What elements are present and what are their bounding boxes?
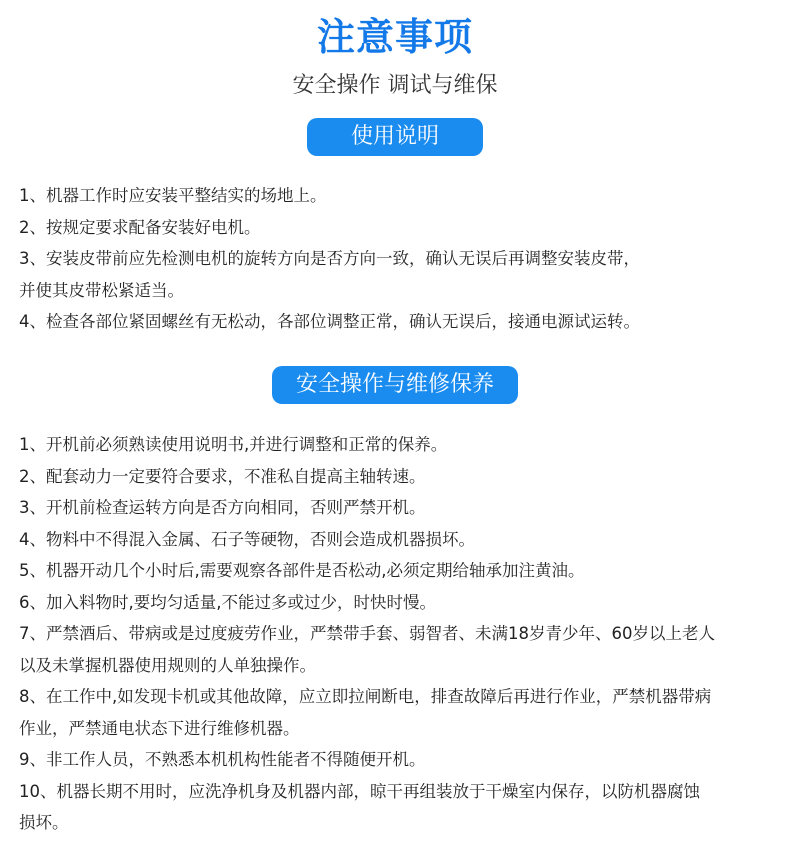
section-heading-usage-instructions: 使用说明 xyxy=(307,118,483,156)
list-item: 4、检查各部位紧固螺丝有无松动，各部位调整正常，确认无误后，接通电源试运转。 xyxy=(19,312,640,331)
list-item: 2、按规定要求配备安装好电机。 xyxy=(19,217,261,237)
list-item: 7、严禁酒后、带病或是过度疲劳作业，严禁带手套、弱智者、未满18岁青少年、60岁以上老人 xyxy=(19,624,715,643)
list-item: 6、加入料物时,要均匀适量,不能过多或过少，时快时慢。 xyxy=(19,592,436,612)
section-heading-safety-maintenance: 安全操作与维修保养 xyxy=(272,366,518,404)
list-item: 2、配套动力一定要符合要求，不准私自提高主轴转速。 xyxy=(19,466,426,486)
list-item: 5、机器开动几个小时后,需要观察各部件是否松动,必须定期给轴承加注黄油。 xyxy=(19,561,585,580)
list-item: 并使其皮带松紧适当。 xyxy=(19,280,184,300)
list-item: 9、非工作人员，不熟悉本机机构性能者不得随便开机。 xyxy=(19,750,426,769)
list-item: 损坏。 xyxy=(19,813,69,832)
usage-instructions-list xyxy=(19,180,779,338)
list-item: 1、开机前必须熟读使用说明书,并进行调整和正常的保养。 xyxy=(19,435,448,454)
list-item: 3、安装皮带前应先检测电机的旋转方向是否方向一致，确认无误后再调整安装皮带， xyxy=(19,249,640,268)
list-item: 10、机器长期不用时，应洗净机身及机器内部，晾干再组装放于干燥室内保存，以防机器腐蚀 xyxy=(19,781,700,801)
list-item: 8、在工作中,如发现卡机或其他故障，应立即拉闸断电，排查故障后再进行作业，严禁机器带病 xyxy=(19,687,712,706)
list-item: 1、机器工作时应安装平整结实的场地上。 xyxy=(19,186,327,205)
page-title: 注意事项 xyxy=(316,15,473,59)
list-item: 3、开机前检查运转方向是否方向相同，否则严禁开机。 xyxy=(19,498,426,517)
safety-maintenance-list xyxy=(19,429,779,839)
list-item: 作业，严禁通电状态下进行维修机器。 xyxy=(19,718,300,738)
list-item: 以及未掌握机器使用规则的人单独操作。 xyxy=(19,655,316,675)
page-subtitle: 安全操作 调试与维保 xyxy=(292,73,498,98)
list-item: 4、物料中不得混入金属、石子等硬物，否则会造成机器损坏。 xyxy=(19,529,475,549)
